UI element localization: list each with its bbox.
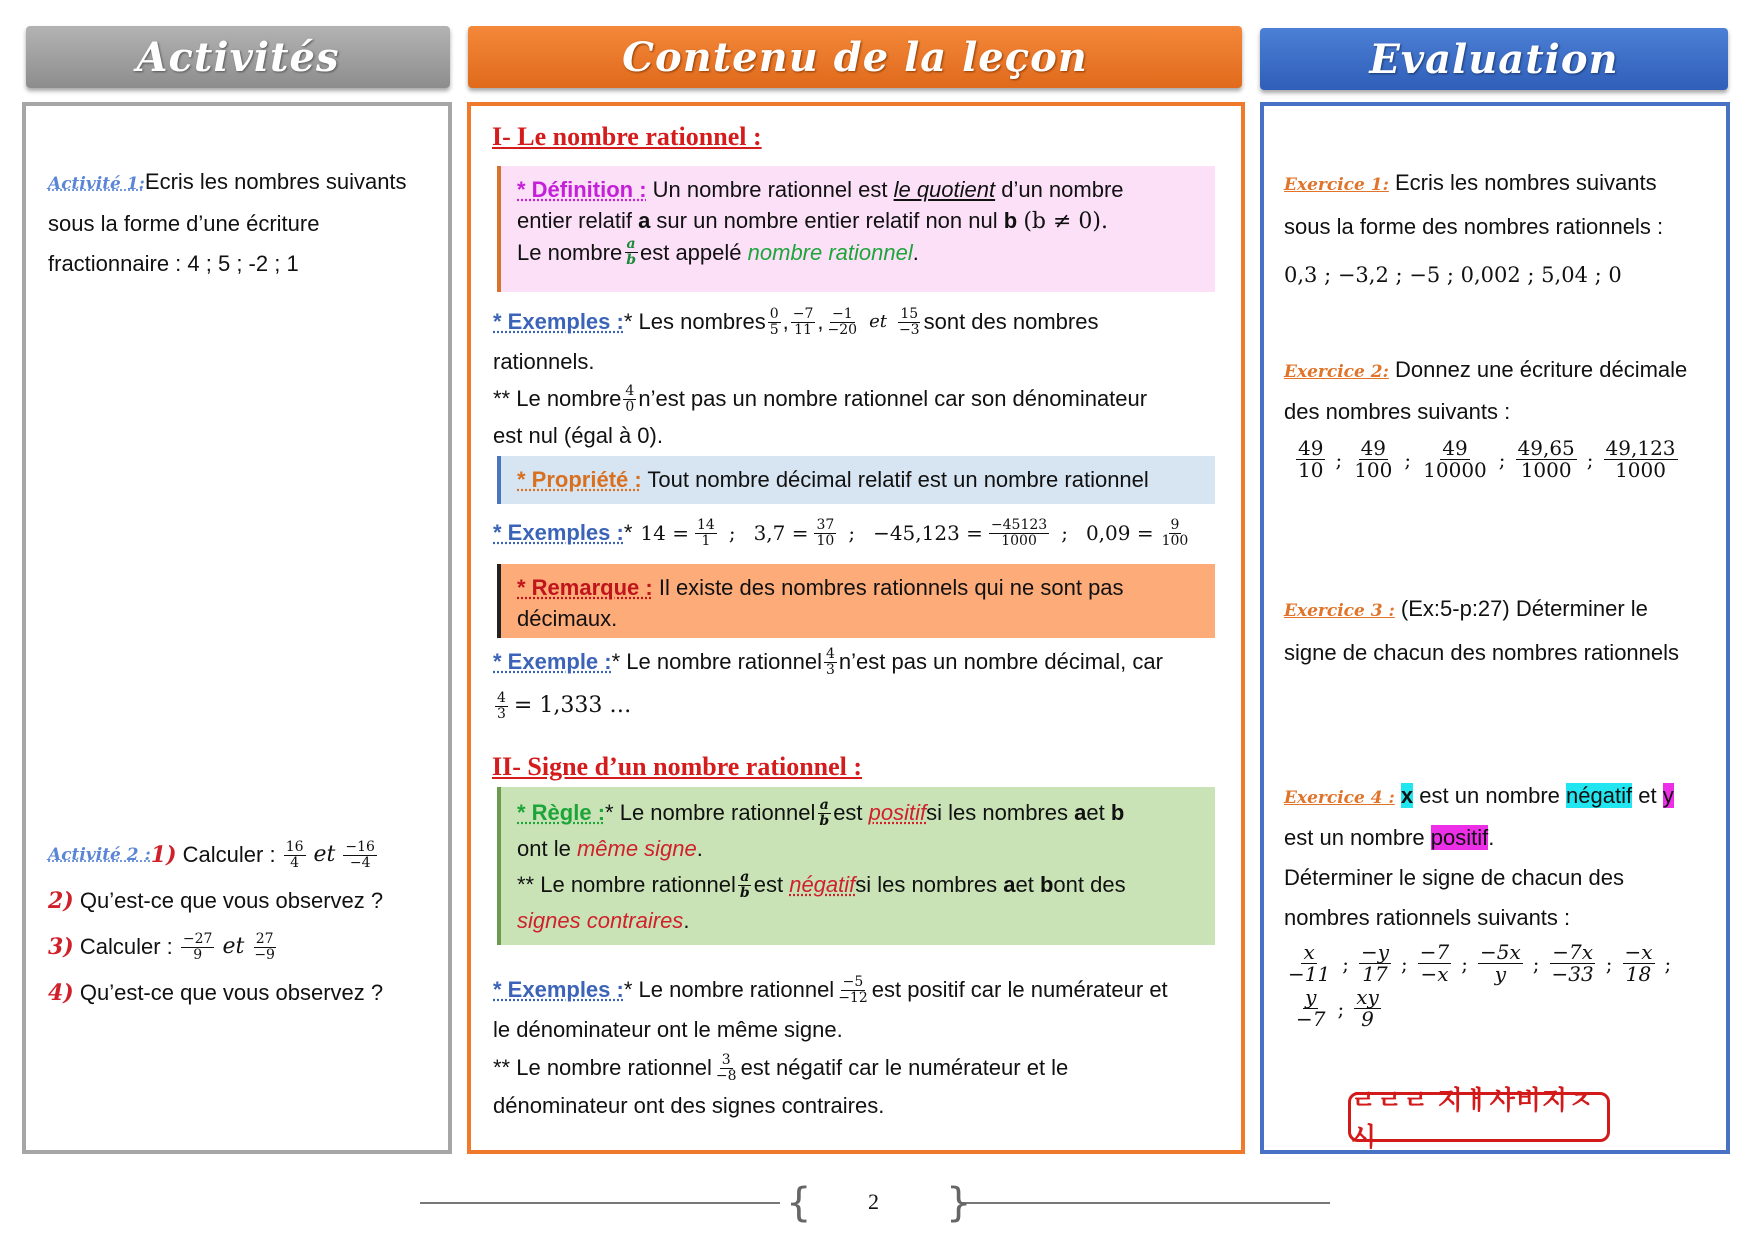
header-contenu: Contenu de la leçon	[468, 26, 1242, 88]
fraction: $\frac{3}{-8}$	[715, 1051, 737, 1084]
q4-num: 4)	[48, 980, 74, 1006]
fraction: $\frac{-45123}{1000}$	[990, 516, 1048, 549]
fraction: $\frac{x}{-11}$	[1288, 940, 1331, 986]
fraction-a-b: $\frac{a}{b}$	[626, 236, 636, 268]
activite-1	[48, 162, 443, 284]
separator: ;	[1664, 951, 1672, 976]
fraction: $\frac{-5x}{y}$	[1480, 940, 1521, 986]
separator: ;	[728, 521, 736, 545]
exercice-4: Exercice 4 : x est un nombre négatif et y est un nombre positif. Déterminer le signe de chacun des nombres rationnels suivants : $\frac{x}{-11}$ ; $\frac{-y}{17}$ ; $\frac{-7}{-x}$ ; $\frac{-5x}{y}$ ; $\frac{-7x}{-33}$ ; $\frac{-x}{18}$ ; $\frac{y}{-7}$ ; $\frac{xy}{9}$	[1284, 776, 1724, 1030]
fraction: $\frac{49}{100}$	[1354, 436, 1393, 482]
fraction: $\frac{49}{10}$	[1298, 436, 1324, 482]
q2-num: 2)	[48, 888, 74, 914]
activite-1-line1: Ecris les nombres suivants	[144, 169, 407, 194]
fraction: $\frac{16}{4}$	[285, 838, 304, 871]
propriete-label: * Propriété :	[517, 467, 642, 492]
remarque-label: * Remarque :	[517, 575, 653, 600]
exemple-3: * Exemple : * Le nombre rationnel $\frac{4}{3}$ n’est pas un nombre décimal, car $\frac{4}{3}$ = 1,333 …	[493, 640, 1223, 728]
exercice-2-label: Exercice 2:	[1284, 362, 1389, 382]
footer-bracket-right: }	[946, 1180, 972, 1226]
exemple-label: * Exemple :	[493, 649, 612, 674]
exemples-label: * Exemples :	[493, 977, 624, 1002]
q3-num: 3)	[48, 934, 74, 960]
fraction: $\frac{y}{-7}$	[1296, 985, 1326, 1031]
decimal-value: 3,7 =	[753, 521, 809, 545]
fraction: $\frac{0}{5}$	[769, 305, 779, 338]
definition-label: * Définition :	[517, 177, 647, 202]
footer-line-right	[960, 1202, 1330, 1204]
rationnel-term: nombre rationnel	[747, 240, 913, 265]
exemples-1: * Exemples : * Les nombres $\frac{0}{5}$ , $\frac{-7}{11}$ , $\frac{-1}{-20}$ et $\frac{15}{-3}$ sont des nombres rationnels. ** Le nombre $\frac{4}{0}$ n’est pas un nombre rationnel car son dénominateur est nul (égal à 0).	[493, 305, 1148, 448]
page-number: 2	[868, 1189, 879, 1214]
regle-label: * Règle :	[517, 800, 606, 825]
separator: ;	[1337, 996, 1345, 1021]
q2-text: Qu’est-ce que vous observez ?	[79, 888, 384, 913]
decimal-examples	[632, 518, 1192, 548]
exercice-2: Exercice 2: Donnez une écriture décimale des nombres suivants : $\frac{49}{10}$ ; $\frac{49}{100}$ ; $\frac{49}{10000}$ ; $\frac{49,65}{1000}$ ; $\frac{49,123}{1000}$	[1284, 350, 1724, 481]
separator: ;	[1342, 951, 1349, 976]
activite-1-line2: sous la forme d’une écriture	[48, 211, 320, 236]
activite-1-label: Activité 1:	[48, 174, 145, 194]
exercice-1-numbers: 0,3 ; −3,2 ; −5 ; 0,002 ; 5,04 ; 0	[1284, 263, 1622, 287]
fraction: $\frac{15}{-3}$	[898, 305, 920, 338]
q1-num: 1)	[150, 842, 177, 868]
fraction: $\frac{49,65}{1000}$	[1517, 436, 1575, 482]
q3-text: Calculer :	[79, 934, 173, 959]
separator: ;	[1498, 447, 1506, 472]
exercice-4-label: Exercice 4 :	[1284, 788, 1395, 808]
separator: ;	[1605, 951, 1613, 976]
propriete-box: * Propriété : Tout nombre décimal relatif est un nombre rationnel	[497, 456, 1215, 504]
et-word: et	[313, 842, 336, 867]
fraction: $\frac{49}{10000}$	[1423, 436, 1487, 482]
fraction: $\frac{14}{1}$	[696, 516, 715, 549]
header-evaluation: Evaluation	[1260, 28, 1728, 90]
fraction: $\frac{4}{0}$	[625, 382, 635, 415]
regle-box: * Règle : * Le nombre rationnel $\frac{a}{b}$ est positif si les nombres a et b ont le même signe. ** Le nombre rationnel $\frac{a}{b}$ est négatif si les nombres a et b ont des signes contraires.	[497, 787, 1215, 945]
definition-box: * Définition : Un nombre rationnel est le quotient d’un nombre entier relatif a sur un nombre entier relatif non nul b (b ≠ 0). Le nombre $\frac{a}{b}$ est appelé nombre rationnel .	[497, 166, 1215, 292]
header-activites: Activités	[26, 26, 450, 88]
q4-text: Qu’est-ce que vous observez ?	[79, 980, 384, 1005]
exemples-label: * Exemples :	[493, 309, 624, 334]
exercice-1: Exercice 1: Ecris les nombres suivants sous la forme des nombres rationnels : 0,3 ; −3,2 ; −5 ; 0,002 ; 5,04 ; 0	[1284, 162, 1724, 296]
separator: ;	[1335, 447, 1343, 472]
et-word: et	[222, 934, 245, 959]
fraction: $\frac{-1}{-20}$	[827, 305, 858, 338]
fraction: $\frac{-7x}{-33}$	[1551, 940, 1594, 986]
fraction: $\frac{4}{3}$	[825, 645, 835, 678]
watermark-stamp: ㄹㄹㄹ 지ㅐ사비지ㅈ시	[1348, 1092, 1610, 1142]
footer-bracket-left: {	[786, 1180, 812, 1226]
exemples-label: * Exemples :	[493, 520, 624, 545]
fraction: $\frac{-7}{-x}$	[1419, 940, 1450, 986]
fraction: $\frac{-5}{-12}$	[838, 973, 868, 1006]
decimal-value: 14 =	[640, 521, 689, 545]
separator: ;	[1061, 521, 1068, 545]
fraction: $\frac{-y}{17}$	[1360, 940, 1390, 986]
exercice-2-fractions	[1294, 438, 1724, 481]
separator: ;	[1532, 951, 1540, 976]
quotient-term: le quotient	[893, 177, 996, 202]
activite-1-line3: fractionnaire : 4 ; 5 ; -2 ; 1	[48, 251, 299, 276]
fraction: $\frac{37}{10}$	[816, 516, 835, 549]
separator: ;	[848, 521, 856, 545]
activite-2-label: Activité 2 :	[48, 845, 151, 865]
fraction-a-b: $\frac{a}{b}$	[739, 868, 750, 901]
exercice-1-label: Exercice 1:	[1284, 175, 1389, 195]
separator: ;	[1586, 447, 1594, 472]
section-2-title: II- Signe d’un nombre rationnel :	[492, 752, 863, 781]
exercice-4-fractions-row2	[1292, 987, 1724, 1030]
fraction: $\frac{-27}{9}$	[182, 930, 213, 963]
decimal-value: −45,123 =	[873, 521, 983, 545]
exemples-2: * Exemples : * 14 = $\frac{14}{1}$ ; 3,7 = $\frac{37}{10}$ ; −45,123 = $\frac{-45123}{1000}$ ; 0,09 = $\frac{9}{100}$	[493, 508, 1223, 558]
decimal-value: 0,09 =	[1085, 521, 1154, 545]
fraction: $\frac{49,123}{1000}$	[1605, 436, 1676, 482]
separator: ;	[1461, 951, 1469, 976]
exercice-4-fractions-row1	[1284, 942, 1724, 985]
footer-line-left	[420, 1202, 780, 1204]
remarque-box: * Remarque : Il existe des nombres rationnels qui ne sont pas décimaux.	[497, 564, 1215, 638]
fraction: $\frac{-7}{11}$	[792, 305, 814, 338]
fraction: $\frac{-16}{-4}$	[345, 838, 375, 871]
exemples-4: * Exemples : * Le nombre rationnel $\frac{-5}{-12}$ est positif car le numérateur et le dénominateur ont le même signe. ** Le nombre rationnel $\frac{3}{-8}$ est négatif car le numérateur et le dénominateur ont des signes contraires.	[493, 973, 1168, 1118]
exercice-3: Exercice 3 : (Ex:5-p:27) Déterminer le signe de chacun des nombres rationnels	[1284, 596, 1680, 665]
example-fractions: $\frac{0}{5}$ , $\frac{-7}{11}$ , $\frac{-1}{-20}$	[769, 305, 858, 338]
fraction: $\frac{27}{-9}$	[254, 930, 275, 963]
fraction: $\frac{4}{3}$	[497, 689, 506, 722]
separator: ;	[1401, 951, 1408, 976]
activite-2	[48, 832, 443, 1016]
fraction-a-b: $\frac{a}{b}$	[819, 796, 830, 829]
fraction: $\frac{xy}{9}$	[1356, 985, 1379, 1031]
fraction: $\frac{9}{100}$	[1161, 516, 1189, 549]
exercice-3-label: Exercice 3 :	[1284, 601, 1395, 621]
fraction: $\frac{-x}{18}$	[1624, 940, 1653, 986]
section-1-title: I- Le nombre rationnel :	[492, 122, 762, 151]
q1-text: Calculer :	[182, 842, 276, 867]
separator: ;	[1404, 447, 1412, 472]
